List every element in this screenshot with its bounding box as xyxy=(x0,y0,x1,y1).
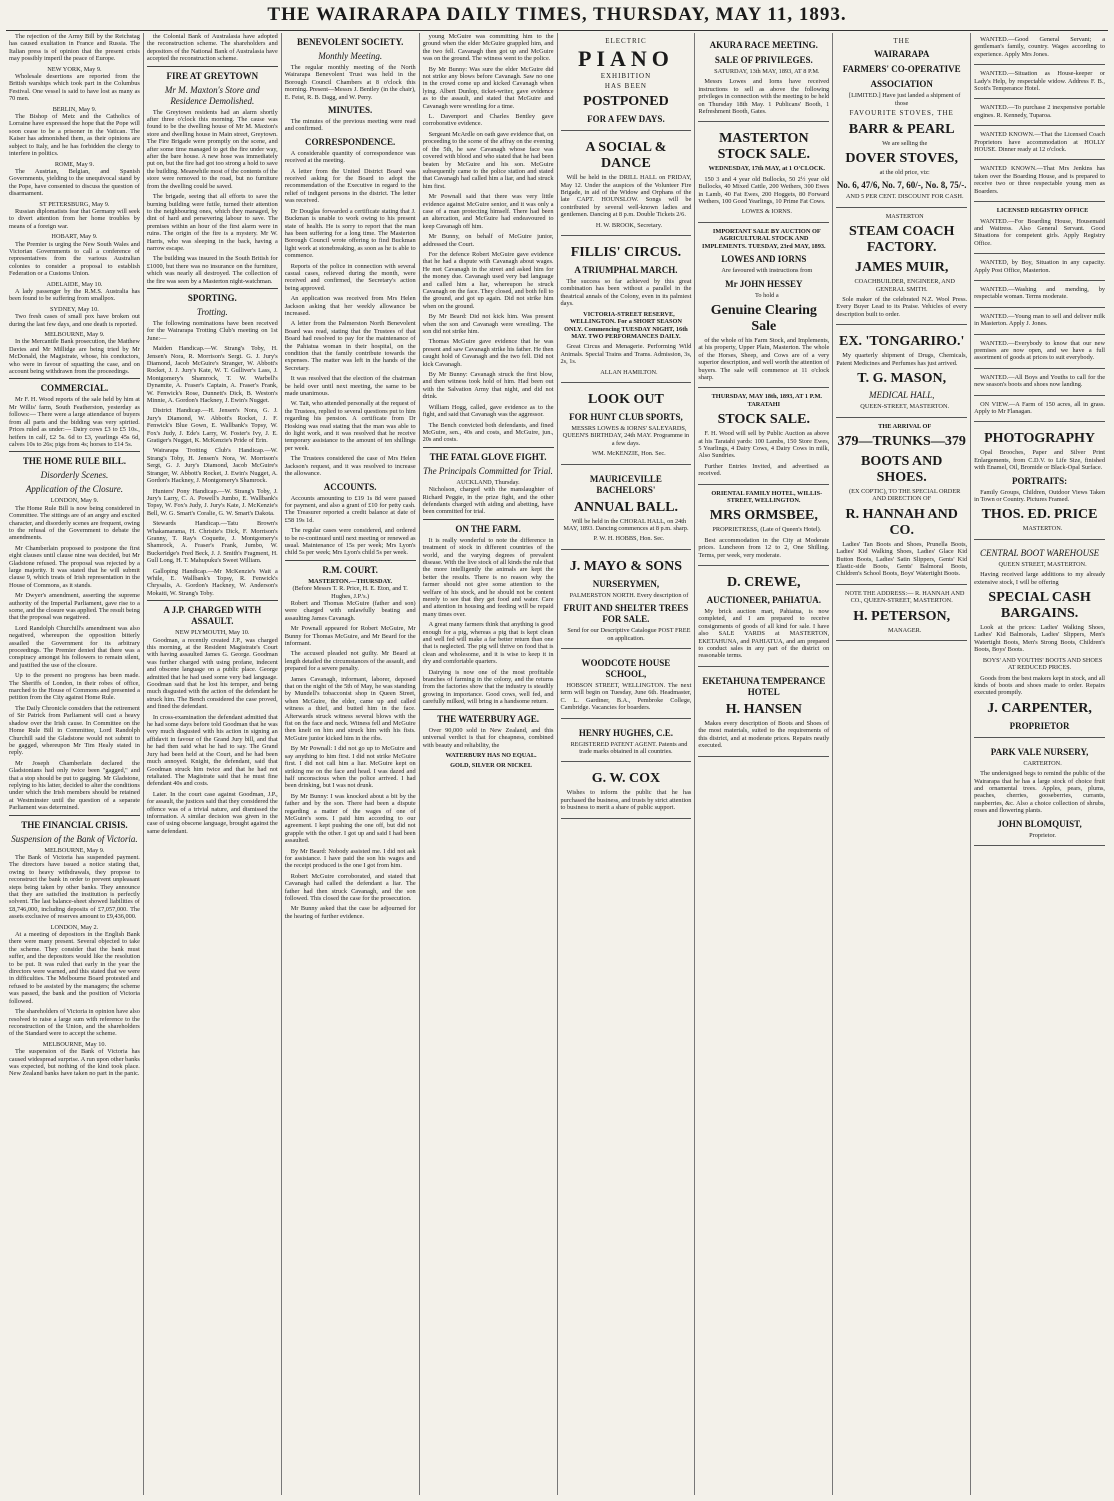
ad-privileges: SALE OF PRIVILEGES. xyxy=(714,55,813,65)
section-subheading: Trotting. xyxy=(196,306,228,317)
court-bench: (Before Messrs T. R. Price, H. E. Eton, and T. Hughes, J.P.'s.) xyxy=(292,585,408,600)
ad-fillis-title: FILLIS' CIRCUS. xyxy=(570,245,682,261)
ad-hansen-title: H. HANSEN xyxy=(725,701,802,717)
dateline: NEW PLYMOUTH, May 10. xyxy=(175,629,250,637)
ad-nurserymen: NURSERYMEN, xyxy=(592,578,660,589)
ad-the: THE xyxy=(893,37,910,45)
section-heading: ACCOUNTS. xyxy=(323,481,377,492)
dateline: AUCKLAND, Thursday. xyxy=(456,478,520,486)
ad-crewe-title: D. CREWE, xyxy=(727,575,801,591)
ad-peterson-title: H. PETERSON, xyxy=(853,608,951,624)
masthead xyxy=(6,0,1108,31)
column-4: young McGuire was committing him to the ground when the elder McGuire grappled him, and the two fell. Cavanagh then got up and McGuire was on the ground. The witness went to the police. By Mr Bunny: Was sure the elder McGuire did not strike any blows before Cavanagh. Saw no one in the crowd come up and kicked Cavanagh when lying. Albert Dunlop, ticket-writer, gave evidence as to the assault, and stated that McGuire and Cavanagh were wrestling for a time. L. Davenport and Charles Bentley gave corroborative evidence. Sergeant McArdle on oath gave evidence that, on proceeding to the scene of the affray on the evening of the 5th, he saw Cavanagh whose face was covered with blood and who stated that he had been beaten by McGuire and his son. McGuire subsequently came to the police station and stated that Cavanagh had called him a liar, and had struck him first. Mr Pownall said that there was very little evidence against McGuire senior, and it was only a case of a man protecting himself. There had been an altercation, and McGuire had endeavoured to keep Cavanagh off him. Mr Bunny, on behalf of McGuire junior, addressed the Court. For the defence Robert McGuire gave evidence that he had a dispute with Cavanagh about wages. He met Cavanagh in the street and asked him for the money due. Cavanagh used very bad language and called him a liar, whereupon he struck Cavanagh on the face. They closed, and both fell to the ground, and got up again. Did not strike him when on the ground. By Mr Beard: Did not kick him. Was present when the son and Cavanagh were wrestling. The son did not strike him. Thomas McGuire gave evidence that he was present and saw Cavanagh strike his father. He then caught hold of Cavanagh and the two fell. Did not kick Cavanagh. By Mr Bunny: Cavanagh struck the first blow, and then witness took hold of him. Had been out with the Salvation Army that night, and did not drink. William Hogg, called, gave evidence as to the fight, and said that Cavanagh was the aggressor. The Bench convicted both defendants, and fined McGuire, sen., 40s and costs, and McGuire, jun., 20s and costs. THE FATAL GLOVE FIGHT. The Principals Committed for Trial. AUCKLAND, Thursday. Nicholson, charged with the manslaughter of Richard Peggie, in the prize fight, and the other defendants charged with aiding and abetting, have been committed for trial. ON THE FARM. It is really wonderful to note the difference in treatment of stock in different countries of the world, and the varying degrees of prevalent disease. With the live stock of all kinds the rule that the more intelligently the animals are kept the better the results. There is no reason why the farmer should not give some attention to the welfare of his stock, and he should not be content merely to see that they get food and water. Care and attention in housing and feeding will be repaid many times over. A great many farmers think that anything is good enough for a pig, whereas a pig that is kept clean and well fed will make a far better return than one that is neglected. The pig will thrive on food that is clean and wholesome, and it is wise to keep it in dry and comfortable quarters. Dairying is now one of the most profitable branches of farming in the colony, and the returns from the factories show that the industry is steadily growing in importance. Good cows, well fed, and carefully milked, will bring in a handsome return. THE WATERBURY AGE. Over 90,000 sold in New Zealand, and this universal verdict is that for cheapness, combined with beauty and reliability, the WATERBURY HAS NO EQUAL. GOLD, SILVER OR NICKEL xyxy=(420,33,558,1495)
column-2: the Colonial Bank of Australasia have adopted the reconstruction scheme. The shareholders and depositors of the National Bank of Australasia have accepted the reconstruction scheme. FIRE AT GREYTOWN Mr M. Maxton's Store and Residence Demolished. The Greytown residents had an alarm shortly after three o'clock this morning. The cause was found to be the dwelling house of Mr M. Maxton's store and dwelling house in Main street, Greytown. The Fire Brigade were promptly on the scene, and after some time managed to get the fire under way, after the bare house. A new hose was immediately put on, but the fire had got too strong a hold to save the building. Meanwhile most of the contents of the store were removed to the road, but no furniture from the dwelling could be saved. The brigade, seeing that all efforts to save the burning building were futile, turned their attention to the neighbouring ones, which they managed, by dint of hard and persevering labour to save. The premises within an hour of the first alarm were in ruins. The origin of the fire is a mystery. Mr W. Harris, who was sleeping in the back, having a narrow escape. The building was insured in the South British for £1000, but there was no insurance on the furniture, which was nearly all destroyed. The collection of the fire was seen by a Masterton night-watchman. SPORTING. Trotting. The following nominations have been received for the Wairarapa Trotting Club's meeting on 1st June:— Maiden Handicap.—W. Strang's Toby, H. Jensen's Nora, R. Morrison's Sergt. G. J. Jury's Diamond, Jacob McGuire's Stranger, W. Abbott's Rocket, J. J. Jury's Kate, W. T. Gulliver's Lass, J. Montgomery's Shamrock, T. W. Warbell's Dynamite, A. Fraser's Captain, A. Fraser's Frank, W. Fenwick's Rose, Dunnett's Dick, B. Weston's Minnie, A. Gordon's Hackney, J. Ewin's Nugget. District Handicap.—H. Jensen's Nora, G. J. Jury's Diamond, W. Abbott's Rocket, J. F. Fenwick's Blue Gown, E. Wallbank's Topsy, W. Fox's Judy, J. Ede's Larry, W. Foster's Ivy, J. E. Gratiger's Nugget, K. McKenzie's Pride of Erin. Wairarapa Trotting Club's Handicap.—W. Strang's Toby, H. Jensen's Nora, W. Morrison's Sergt, G. J. Jury's Diamond, Jacob McGuire's Stranger, W. Abbott's Rocket, J. Ewin's Nugget, A. Gordon's Hackney, J. Montgomery's Shamrock. Hunters' Pony Handicap.—W. Strang's Toby, J. Jury's Larry, C. A. Powell's Jumbo, E. Wallbank's Topsy, W. Fox's Judy, J. Jury's Kate, J. McKenzie's Bell, W. G. Smart's Coralie, G. W. Smart's Dakota. Stewards Handicap.—Tatu Brown's Whakamarama, H. Christie's Dick, F. Morrison's Granny, T. Ray's Coquette, J. Montgomery's Shamrock, A. Fraser's Frank, Jumbo, W. Buckeridge's Fred Beck, J. J. Smith's Fragment, H. Gull Long, H. T. Mahupuku's Sweet William. Galloping Handicap.—Mr McKenzie's Wait a While, E. Wallbank's Topsy, R. Fenwick's Chrysalis, A. Gordon's Hackney, W. Anderson's Mokaiti, W. Strang's Toby. A J.P. CHARGED WITH ASSAULT. NEW PLYMOUTH, May 10. Goodman, a recently created J.P., was charged this morning, at the Resident Magistrate's Court with having assaulted James G. George. Goodman was further charged with using profane, indecent and obscene language on a public place. George admitted that he had used some very bad language. Goodman said that he lost his temper, and being much disgusted with the action of the defendant he struck him. The Bench considered the case proved, and fined the defendant. In cross-examination the defendant admitted that he had some days before told Goodman that he was very much disgusted with his action in signing an affidavit in favour of the Grand Jury bill, and that he had then said what he had to say. The Grand Jury had been held at the Court, and he had been much annoyed. Knight, the defendant, said that Goodman struck him twice and that he had not retaliated. The Magistrate said that he must fine defendant 40s and costs. Later. In the court case against Goodman, J.P., for assault, the justices said that they considered the offence was of a trivial nature, and dismissed the information. A similar decision was given in the case of using obscene language, brought against the same defendant. xyxy=(144,33,282,1495)
ad-lowes: LOWES AND IORNS xyxy=(721,254,807,265)
ad-muir: MASTERTON STEAM COACH FACTORY. JAMES MUIR, COACHBUILDER, ENGINEER, AND GENERAL SMITH. Sole maker of the celebrated N.Z. Wool Press. Every Buyer Lead to its Praise. Vehicles of every description built to order. xyxy=(836,210,967,325)
ad-hughes-title: HENRY HUGHES, C.E. xyxy=(578,727,673,738)
ad-blomquist: JOHN BLOMQUIST, xyxy=(997,818,1082,829)
section-heading: FIRE AT GREYTOWN xyxy=(166,70,259,81)
ad-prices: No. 6, 47/6, No. 7, 60/-, No. 8, 75/-. xyxy=(836,180,967,191)
ad-electric: ELECTRIC xyxy=(605,37,647,45)
column-3: BENEVOLENT SOCIETY. Monthly Meeting. The regular monthly meeting of the North Wairarapa Benevolent Trust was held in the Borough Council Chambers at 8 o'clock this morning. Present—Messrs J. Bentley (in the chair), E. Feist, R. B. Dagg, and W. Perry. MINUTES. The minutes of the previous meeting were read and confirmed. CORRESPONDENCE. A considerable quantity of correspondence was received at the meeting. A letter from the United District Board was received asking for the Board to adopt the recommendation of the Executive in regard to the relief of indigent persons in the district. The letter was received. Dr Douglas forwarded a certificate stating that J. Buckman is unable to work owing to his present state of health. He is sorry to report that the man has been suffering for a long time. The Masterton Borough Council wrote offering to find Buckman light work at stonebreaking, as soon as he is able to commence. Reports of the police in connection with several casual cases, relieved during the month, were received and confirmed, the Secretary's action being approved. An application was received from Mrs Helen Jackson asking that her weekly allowance be increased. A letter from the Palmerston North Benevolent Board was read, stating that the Trustees of that Board had resolved to pay for the maintenance of the Pahiatua woman in their hospital, on the condition that the family contribute towards the expenses. The matter was left in the hands of the Secretary. It was resolved that the election of the chairman be held over until next meeting, the same to be made unanimous. W. Tait, who attended personally at the request of the Trustees, replied to several questions put to him regarding his pension. A certificate from Dr Hosking was read stating that the man was able to do light work, and it was resolved that he receive temporary assistance to the amount of ten shillings per week. The Trustees considered the case of Mrs Helen Jackson's request, and it was resolved to increase the allowance. ACCOUNTS. Accounts amounting to £19 1s 8d were passed for payment, and also a grant of £10 for petty cash. The Treasurer reported a credit balance at date of £58 19s 1d. The regular cases were considered, and ordered to be re-continued until next meeting or renewed as usual. Maintenance of 15s per week; Mrs Lyon's child 5s per week; Mrs Lyon's child 5s per week. R.M. COURT. MASTERTON.—THURSDAY. (Before Messrs T. R. Price, H. E. Eton, and T. Hughes, J.P.'s.) Robert and Thomas McGuire (father and son) were charged with unlawfully beating and assaulting James Cavanagh. Mr Pownall appeared for Robert McGuire, Mr Bunny for Thomas McGuire, and Mr Beard for the informant. The accused pleaded not guilty. Mr Beard at length detailed the circumstances of the assault, and prepared for a severe penalty. James Cavanagh, informant, laborer, deposed that on the night of the 5th of May, he was standing by Mundell's tobacconist shop in Queen Street, when McGuire, the elder, came up and called witness a thief, and butted him in the face. Afterwards struck witness several blows with the fist on the face and neck. Witness fell and McGuire then knelt on him and struck him with his fists. McGuire junior kicked him in the ribs. By Mr Pownall: I did not go up to McGuire and say anything to him first. I did not strike McGuire first. I did not call him a liar. McGuire kept on striking me on the face and head. I was dazed and half unconscious when the police arrived. I had been drinking, but I was not drunk. By Mr Bunny: I was knocked about a bit by the father and by the son. There had been a dispute regarding a matter of the wages of one of McGuire's sons. I paid him according to our agreement. I kept pushing the one off, but did not grapple with the other. I got up and said I had been assaulted. By Mr Beard: Nobody assisted me. I did not ask for assistance. I have paid the son his wages and the receipt produced is the one I got from him. Robert McGuire corroborated, and stated that Cavanagh had called the defendant a liar. The father had then struck Cavanagh, and the son followed. This closed the case for the prosecution. Mr Bunny asked that the case be adjourned for the hearing of further evidence. xyxy=(282,33,420,1495)
dateline: MELBOURNE, May 9. xyxy=(44,331,105,339)
ad-triumph: A TRIUMPHAL MARCH. xyxy=(574,265,678,276)
dateline: SYDNEY, May 10. xyxy=(50,305,99,313)
ad-piano: ELECTRIC PIANO EXHIBITION HAS BEEN POSTPONED FOR A FEW DAYS. xyxy=(561,33,692,131)
ad-mrs: MRS ORMSBEE, xyxy=(709,508,818,524)
ad-tongariro-title: EX. 'TONGARIRO.' xyxy=(839,334,965,350)
ad-woodcote-title: WOODCOTE HOUSE SCHOOL, xyxy=(581,658,671,679)
ad-farmers-title: FARMERS' CO-OPERATIVE xyxy=(842,64,961,75)
ad-farmers: THE WAIRARAPA FARMERS' CO-OPERATIVE ASSOCIATION [LIMITED.] Have just landed a shipment of those FAVOURITE STOVES, THE BARR & PEARL We are selling the DOVER STOVES, at the old price, viz: No. 6, 47/6, No. 7, 60/-, No. 8, 75/-. AND 5 PER CENT. DISCOUNT FOR CASH. xyxy=(836,33,967,208)
section-heading: THE HOME RULE BILL. xyxy=(22,456,126,467)
column-6 xyxy=(695,33,833,1495)
ad-steam: STEAM COACH FACTORY. xyxy=(848,224,955,256)
ad-wairarapa: WAIRARAPA xyxy=(874,49,930,60)
ad-carpenter: J. CARPENTER, xyxy=(987,700,1092,716)
section-subheading: Monthly Meeting. xyxy=(318,51,383,61)
ad-genuine-title: Genuine Clearing Sale xyxy=(710,302,817,334)
dateline: LONDON, May 9. xyxy=(50,497,99,505)
section-heading: ON THE FARM. xyxy=(455,523,521,534)
ad-crewe: D. CREWE, AUCTIONEER, PAHIATUA. My brick auction mart, Pahiatua, is now completed, and I am prepared to receive consignments of goods of all kind for sale. I have also SALE YARDS at MASTERTON, EKETAHUNA, and PAHIATUA, and am prepared to conduct sales in any part of the district on reasonable terms. xyxy=(698,568,829,667)
ad-stock-sale: MASTERTON STOCK SALE. WEDNESDAY, 17th MAY, at 1 O'CLOCK. 150 3 and 4 year old Bullocks, 50 2½ year old Bullocks, 40 Mixed Cattle, 200 Wethers, 300 Ewes in Lamb, 40 Fat Ewes, 200 Hoggets, 80 Forward Wethers, 100 Good Yearlings, 10 Prime Fat Cows. LOWES & IORNS. xyxy=(698,124,829,222)
ad-woodcote: WOODCOTE HOUSE SCHOOL, HOBSON STREET, WELLINGTON. The next term will begin on Tuesday, June 6th. Headmaster, C. L. Gardiner, B.A., Pembroke College, Cambridge. Vacancies for boarders. xyxy=(561,651,692,719)
ad-muir-title: JAMES MUIR, xyxy=(855,260,949,276)
ad-piano-title: PIANO xyxy=(577,46,674,72)
section-heading: COMMERCIAL. xyxy=(40,383,109,394)
column-1: The rejection of the Army Bill by the Reichstag has caused exultation in France and Russia. The Italian press is of opinion that the present crisis may possibly imperil the peace of Europe. NEW YORK, May 9. Wholesale desertions are reported from the British warships which took part in the Columbus Festival. One vessel is said to have lost as many as 70 men. BERLIN, May 9. The Bishop of Metz and the Catholics of Lorraine have expressed the hope that the Pope will soon cease to be a prisoner in the Vatican. The Kaiser has admonished them, as their opinions are subject to Italy, and he has forbidden the clergy to interfere in politics. ROME, May 9. The Austrian, Belgian, and Spanish Governments, yielding to the unequivocal stand by the Pope, have consented to discuss the question of disarmament. ST PETERSBURG, May 9. Russian diplomatists fear that Germany will seek to divert attention from her home troubles by means of a foreign war. HOBART, May 9. The Premier is urging the New South Wales and Victorian Governments to call a conference of representatives from the various Australian colonies to consider a proposal to establish Federation or a Customs Union. ADELAIDE, May 10. A lady passenger by the R.M.S. Australia has been found to be suffering from smallpox. SYDNEY, May 10. Two fresh cases of small pox have broken out during the last few days, and one death is reported. MELBOURNE, May 9. In the Mercantile Bank prosecution, the Matthew Davies and Mr Millidge are being tried by Mr McDonald, the Magistrate, whose, his conductors, who were in favour of squatting the case, and on account being withdrawn from the proceedings. COMMERCIAL. Mr F. H. Wood reports of the sale held by him at Mr Willis' farm, South Featherston, yesterday as follows:— There were a large attendance of buyers from all parts and the bidding was very spirited. Prices ruled as under:— Dairy cows £3 to £5 10s., heifers in calf, £2 5s. 6d to £3, yearlings 45s 6d, calves 10s to 26s; pigs from 4s; horses to £14 5s. THE HOME RULE BILL. Disorderly Scenes. Application of the Closure. LONDON, May 9. The Home Rule Bill is now being considered in Committee. The sittings are of an angry and excited character, and disorderly scenes are frequent, owing to the refusal of the Government to debate the amendments. Mr Chamberlain proposed to postpone the first eight clauses until clause nine was decided, but Mr Gladstone refused. The proposal was rejected by a large majority. It was stated that he will submit clause 9, which treats of Irish representation in the House of Commons, as it stands. Mr Dwyer's amendment, asserting the supreme authority of the Imperial Parliament, gave rise to a scene, and the closure was applied. The result being that the proposal was negatived. Lord Randolph Churchill's amendment was also negatived, whereupon the opposition bitterly assailed the Government for its arbitrary proceedings. The Premier denied that there was a conspiracy amongst his followers to remain silent, and justified the use of the closure. Up to the present no progress has been made. The Sheriffs of London, in their robes of office, marched to the House of Commons and presented a petition from the City against Home Rule. The Daily Chronicle considers that the retirement of Sir Patrick from Parliament will cast a heavy shadow over the Irish cause. In Committee on the Home Rule Bill in Committee, Lord Randolph Churchill said the Gladstone would not submit to be gagged, whereupon Mr Tim Healy stated in reply. Mr Joseph Chamberlain declared the Gladstonians had only twice been "gagged," and that a stop should be put to gagging. Mr Gladstone, replying to his latter, decided to alter the conditions under which the Irish members should be retained at Westminster until the question of a separate Parliament was determined. THE FINANCIAL CRISIS. Suspension of the Bank of Victoria. MELBOURNE, May 9. The Bank of Victoria has suspended payment. The directors have issued a notice stating that, owing to heavy withdrawals, they propose to reconstruct the bank in order to prevent unpleasant steps being taken by other banks. They announce that they are satisfied the institution is perfectly solvent. The last balance-sheet showed liabilities of £8,746,000, including deposits of £7,057,000. The assets exclusive of reserves amount to £9,436,000. LONDON, May 2. At a meeting of depositors in the English Bank there were many present. Several objected to take the scheme. They consider that the bank must suffer, and the depositors would like the resolution to be put. It was ruled that early in the year the directors were warned, and this stated that we were in difficulties. The Melbourne Board protested and refused to be assisted by the managers; the scheme was passed, the bank and the position of Victoria followed. The shareholders of Victoria in opinion have also resolved to raise a large sum with reference to the reconstruction of the Union, and the shareholders of the Standard were to accept the scheme. MELBOURNE, May 10. The suspension of the Bank of Victoria has caused widespread surprise. A run upon other banks was expected, but nothing of the kind took place. New Zealand banks have taken no part in the panic. xyxy=(6,33,144,1495)
ad-photography: PHOTOGRAPHY Opal Brooches, Paper and Silver Print Enlargements, from C.D.V. to Life Size, finished with Enamel, Oil, Bromide or Black-Opal Surface. PORTRAITS: Family Groups, Children, Outdoor Views Taken in Town or Country. Pictures Framed. THOS. ED. PRICE MASTERTON. xyxy=(974,424,1105,539)
ad-genuine: IMPORTANT SALE BY AUCTION OF AGRICULTURAL STOCK AND IMPLEMENTS. TUESDAY, 23rd MAY, 1893. LOWES AND IORNS Are favoured with instructions from Mr JOHN HESSEY To hold a Genuine Clearing Sale of the whole of his Farm Stock, and Implements, at his property, Upper Plain, Masterton. The whole of the Horses, Sheep, and Cows are of a very superior description, and well worth the attention of buyers. The sale will commence at 11 o'clock sharp. xyxy=(698,225,829,388)
ad-stock-sale-title: MASTERTON STOCK SALE. xyxy=(717,131,810,163)
ad-lookout: LOOK OUT FOR HUNT CLUB SPORTS, MESSRS LOWES & IORNS' SALEYARDS, QUEEN'S BIRTHDAY, 24th MAY. Programme in a few days. WM. McKENZIE, Hon. Sec. xyxy=(561,385,692,465)
columns xyxy=(6,33,1108,1495)
dateline: LONDON, May 2. xyxy=(50,923,99,931)
dateline: ROME, May 9. xyxy=(54,160,95,168)
ad-cox: G. W. COX Wishes to inform the public that he has purchased the business, and trusts by strict attention to business to merit a share of public support. xyxy=(561,764,692,818)
dateline: MELBOURNE, May 10. xyxy=(42,1040,107,1048)
column-7 xyxy=(833,33,971,1495)
ad-warehouse: CENTRAL BOOT WAREHOUSE QUEEN STREET, MASTERTON. Having received large additions to my already extensive stock, I will be offering SPECIAL CASH BARGAINS. Look at the prices: Ladies' Walking Shoes, Ladies' Kid Balmorals, Ladies' Slippers, Men's Watertight Boots, Men's Strong Boots, Children's Boots, Boys' Boots. BOYS' AND YOUTHS' BOOTS AND SHOES AT REDUCED PRICES. Goods from the best makers kept in stock, and all kinds of boots and shoes made to order. Repairs executed promptly. J. CARPENTER, PROPRIETOR xyxy=(974,542,1105,738)
ad-hannah: THE ARRIVAL OF 379—TRUNKS—379 BOOTS AND SHOES. (EX COPTIC), TO THE SPECIAL ORDER AND DIRECTION OF R. HANNAH AND CO. Ladies' Tan Boots and Shoes, Prunella Boots, Ladies' Kid Walking Shoes, Ladies' Glace Kid Button Boots, Ladies' Satin Slippers, Gents' Kid Elastic-side Boots, Gents' Balmoral Boots, Children's School Boots, Boys' Watertight Boots. xyxy=(836,420,967,585)
ad-lookout-title: LOOK OUT xyxy=(588,391,664,407)
ad-dover: DOVER STOVES, xyxy=(845,151,958,167)
ad-cox-title: G. W. COX xyxy=(591,771,661,787)
dateline: NEW YORK, May 9. xyxy=(47,65,102,73)
ad-warehouse-title: CENTRAL BOOT WAREHOUSE xyxy=(980,547,1100,558)
section-subheading: Disorderly Scenes. xyxy=(40,470,109,481)
ad-hessey: Mr JOHN HESSEY xyxy=(725,278,803,289)
column-8: WANTED.—Good General Servant; a gentleman's family, country. Wages according to experience. Apply Mrs Jones. WANTED.—Situation as House-keeper or Lady's Help, by respectable widow. Address F. B., Scott's Temperance Hotel. WANTED.—To purchase 2 inexpensive portable engines. R. Kennedy, Tuparoa. WANTED KNOWN.—That the Licensed Coach Proprietors have accommodation at HOLLY HOUSE. Dinner ready at 12 o'clock. WANTED KNOWN.—That Mrs Jenkins has taken over the Boarding House, and is prepared to receive two or three respectable young men as Boarders. LICENSED REGISTRY OFFICE WANTED.—For Boarding House, Housemaid and Waitress. Also General Servant. Good Situations for competent girls. Apply Registry Office. WANTED, by Boy, Situation in any capacity. Apply Post Office, Masterton. WANTED.—Washing and mending, by respectable woman. Terms moderate. WANTED.—Young man to sell and deliver milk in Masterton. Apply J. Jones. WANTED.—Everybody to know that our new premises are now open, and we have a full assortment of goods at prices to suit everybody. WANTED.—All Boys and Youths to call for the new season's boots and shoes now landing. ON VIEW.—A Farm of 150 acres, all in grass. Apply to Mr Flanagan. PHOTOGRAPHY Opal Brooches, Paper and Silver Print Enlargements, from C.D.V. to Life Size, finished with Enamel, Oil, Bromide or Black-Opal Surface. PORTRAITS: Family Groups, Children, Outdoor Views Taken in Town or Country. Pictures Framed. THOS. ED. PRICE MASTERTON. CENTRAL BOOT WAREHOUSE QUEEN STREET, MASTERTON. Having received large additions to my already extensive stock, I will be offering SPECIAL CASH BARGAINS. Look at the prices: Ladies' Walking Shoes, Ladies' Kid Balmorals, Ladies' Slippers, Men's Watertight Boots, Men's Strong Boots, Children's Boots, Boys' Boots. BOYS' AND YOUTHS' BOOTS AND SHOES AT REDUCED PRICES. Goods from the best makers kept in stock, and all kinds of boots and shoes made to order. Repairs executed promptly. J. CARPENTER, PROPRIETOR PARK VALE NURSERY, CARTERTON. The undersigned begs to remind the public of the Wairarapa that he has a large stock of choice fruit and ornamental trees. Apples, pears, plums, peaches, cherries, gooseberries, currants, raspberries, &c. Also a choice collection of shrubs, roses and flowering plants. JOHN BLOMQUIST, Proprietor. xyxy=(971,33,1108,1495)
ad-akura: AKURA RACE MEETING. SALE OF PRIVILEGES. SATURDAY, 13th MAY, 1893, AT 8 P.M. Messrs Lowes and Iorns have received instructions to sell as above the following privileges in connection with the meeting to be held on Thursday 18th May. 1 Publicans' Booth, 1 Refreshment Booth, Gates. xyxy=(698,33,829,122)
section-subheading: Mr M. Maxton's Store and Residence Demolished. xyxy=(164,84,260,106)
ad-akura-title: AKURA RACE MEETING. xyxy=(709,40,818,50)
ad-park: PARK VALE NURSERY, CARTERTON. The undersigned begs to remind the public of the Wairarapa that he has a large stock of choice fruit and ornamental trees. Apples, pears, plums, peaches, cherries, gooseberries, currants, raspberries, &c. Also a choice collection of shrubs, roses and flowering plants. JOHN BLOMQUIST, Proprietor. xyxy=(974,740,1105,846)
ad-special: SPECIAL CASH BARGAINS. xyxy=(988,590,1091,622)
ad-portraits: PORTRAITS: xyxy=(1011,475,1068,486)
dateline: ST PETERSBURG, May 9. xyxy=(39,200,110,208)
section-heading: CORRESPONDENCE. xyxy=(305,136,396,147)
section-heading: MINUTES. xyxy=(328,105,373,116)
ad-ormsbee: ORIENTAL FAMILY HOTEL, WILLIS-STREET, WELLINGTON. MRS ORMSBEE, PROPRIETRESS, (Late of Queen's Hotel). Best accommodation in the City at Moderate prices. Luncheon from 12 to 2, One Shilling. Terms, per week, very moderate. xyxy=(698,487,829,566)
column-5 xyxy=(558,33,696,1495)
dateline: MELBOURNE, May 9. xyxy=(44,846,105,854)
ad-thos: THOS. ED. PRICE xyxy=(981,507,1098,523)
ad-trunks: 379—TRUNKS—379 xyxy=(837,433,966,449)
ad-fruit: FRUIT AND SHELTER TREES FOR SALE. xyxy=(563,603,689,625)
ad-boots: BOOTS AND SHOES. xyxy=(861,453,943,485)
ad-exhibition: EXHIBITION xyxy=(600,72,652,81)
ad-annual-ball: ANNUAL BALL. xyxy=(573,499,679,515)
ad-social-title: A SOCIAL & DANCE xyxy=(585,140,667,172)
section-heading: R.M. COURT. xyxy=(322,564,378,575)
section-heading: A J.P. CHARGED WITH ASSAULT. xyxy=(163,605,262,627)
waterbury-closing: GOLD, SILVER OR NICKEL xyxy=(450,762,533,770)
ad-mason: T. G. MASON, xyxy=(857,371,947,387)
dateline: ADELAIDE, May 10. xyxy=(46,280,103,288)
ad-park-title: PARK VALE NURSERY, xyxy=(990,746,1089,757)
section-heading: THE FATAL GLOVE FIGHT. xyxy=(429,451,547,462)
dateline: BERLIN, May 9. xyxy=(52,105,97,113)
ad-hansen: EKETAHUNA TEMPERANCE HOTEL H. HANSEN Makes every description of Boots and Shoes of the most materials, suited to the requirements of this district, and at moderate prices. Repairs neatly executed. xyxy=(698,669,829,757)
section-subheading: Suspension of the Bank of Victoria. xyxy=(11,833,138,844)
ad-hughes: HENRY HUGHES, C.E. REGISTERED PATENT AGENT. Patents and trade marks obtained in all countries. xyxy=(561,721,692,763)
ad-stock: THURSDAY, MAY 18th, 1893, AT 1 P.M. TARATAHI STOCK SALE. F. H. Wood will sell by Public Auction as above at his Taratahi yards: 100 Lambs, 150 Store Ewes, 5 Yearlings, 4 Dairy Cows, 4 Dairy Cows in milk, Also Sundries. Further Entries Invited, and advertised as received. xyxy=(698,390,829,484)
dateline: HOBART, May 9. xyxy=(51,233,98,241)
ad-hannah-title: R. HANNAH AND CO. xyxy=(845,506,958,538)
ad-ekat-hotel: EKETAHUNA TEMPERANCE HOTEL xyxy=(702,675,826,697)
ad-postponed: POSTPONED xyxy=(583,94,669,110)
ad-favourite: FAVOURITE STOVES, THE xyxy=(849,109,954,118)
section-subheading: Application of the Closure. xyxy=(25,484,124,495)
ad-bachelors: MAURICEVILLE BACHELORS' xyxy=(589,473,662,495)
ad-few-days: FOR A FEW DAYS. xyxy=(587,114,665,125)
ad-mayo-title: J. MAYO & SONS xyxy=(569,558,683,574)
ad-tongariro: EX. 'TONGARIRO.' My quarterly shipment of Drugs, Chemicals, Patent Medicines and Perfumes has just arrived. T. G. MASON, MEDICAL HALL, QUEEN-STREET, MASTERTON. xyxy=(836,327,967,417)
ad-association: ASSOCIATION xyxy=(870,79,933,90)
section-heading: BENEVOLENT SOCIETY. xyxy=(297,37,404,47)
ad-fillis: FILLIS' CIRCUS. A TRIUMPHAL MARCH. The success so far achieved by this great combination has been without a parallel in the theatrical annals of the Colony, even in its palmiest days. VICTORIA-STREET RESERVE, WELLINGTON. For a SHORT SEASON ONLY. Commencing TUESDAY NIGHT, 16th MAY. TWO PERFORMANCES DAILY. Great Circus and Menagerie. Performing Wild Animals. Special Trains and Trams. Admission, 3s, 2s, 1s. ALLAN HAMILTON. xyxy=(561,238,692,383)
section-heading: THE WATERBURY AGE. xyxy=(437,713,539,724)
ad-barr: BARR & PEARL xyxy=(848,121,955,137)
section-subheading: The Principals Committed for Trial. xyxy=(423,465,553,476)
ad-photography-title: PHOTOGRAPHY xyxy=(984,431,1096,447)
ad-social: A SOCIAL & DANCE Will be held in the DRILL HALL on FRIDAY, May 12. Under the auspices of the Volunteer Fire Brigade, in aid of the Widow and Orphans of the late CAPT. HOUNSLOW. Songs will be contributed by several well-known ladies and gentlemen. Dancing at 8 p.m. Double Tickets 2/6. H. W. BROOK, Secretary. xyxy=(561,133,692,236)
newspaper-title: THE WAIRARAPA DAILY TIMES, THURSDAY, MAY 11, 1893. xyxy=(267,4,847,25)
ad-hunt: FOR HUNT CLUB SPORTS, xyxy=(569,411,683,422)
ad-proprietor: PROPRIETOR xyxy=(1009,720,1070,731)
ad-peterson: NOTE THE ADDRESS:— R. HANNAH AND CO., QUEEN-STREET, MASTERTON. H. PETERSON, MANAGER. xyxy=(836,587,967,641)
ad-stock-title: STOCK SALE. xyxy=(717,412,810,428)
ad-mayo: J. MAYO & SONS NURSERYMEN, PALMERSTON NORTH. Every description of FRUIT AND SHELTER TREES FOR SALE. Send for our Descriptive Catalogue POST FREE on application. xyxy=(561,552,692,649)
section-heading: SPORTING. xyxy=(187,292,237,303)
ad-auctioneer: AUCTIONEER, PAHIATUA. xyxy=(706,595,822,606)
ad-medical: MEDICAL HALL, xyxy=(869,390,935,401)
ad-ball: MAURICEVILLE BACHELORS' ANNUAL BALL. Will be held in the CHORAL HALL, on 24th MAY, 1893. Dancing commences at 8 p.m. sharp. P. W. H. HOBBS, Hon. Sec. xyxy=(561,467,692,550)
section-heading: THE FINANCIAL CRISIS. xyxy=(21,819,128,830)
court-heading: MASTERTON.—THURSDAY. xyxy=(308,577,393,585)
